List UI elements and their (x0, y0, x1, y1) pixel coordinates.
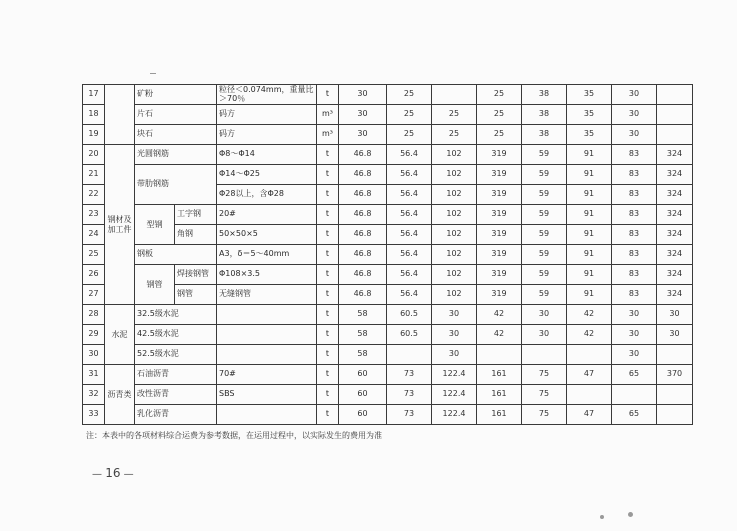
row-number: 33 (83, 405, 105, 425)
freight-value: 30 (432, 325, 477, 345)
row-number: 22 (83, 185, 105, 205)
freight-value: 59 (522, 245, 567, 265)
freight-value: 91 (567, 165, 612, 185)
freight-value: 102 (432, 285, 477, 305)
freight-value: 319 (477, 165, 522, 185)
freight-value (432, 85, 477, 105)
freight-value: 83 (612, 265, 657, 285)
freight-value: 319 (477, 145, 522, 165)
freight-value: 42 (477, 305, 522, 325)
freight-value: 25 (387, 85, 432, 105)
subcategory-cell: 型钢 (135, 205, 175, 245)
freight-value: 30 (522, 325, 567, 345)
freight-value: 324 (657, 265, 693, 285)
freight-value: 30 (339, 105, 387, 125)
freight-value: 319 (477, 245, 522, 265)
category-cell: 沥青类 (105, 365, 135, 425)
freight-value: 25 (387, 125, 432, 145)
freight-value: 319 (477, 285, 522, 305)
freight-value: 30 (612, 105, 657, 125)
material-name: 片石 (135, 105, 217, 125)
unit-cell: t (317, 325, 339, 345)
freight-value: 60 (339, 365, 387, 385)
freight-value: 319 (477, 185, 522, 205)
material-name: 52.5级水泥 (135, 345, 217, 365)
freight-value: 30 (432, 305, 477, 325)
table-row (83, 125, 693, 145)
freight-value: 324 (657, 145, 693, 165)
category-cell: 钢材及加工件 (105, 145, 135, 305)
row-number: 18 (83, 105, 105, 125)
freight-value: 324 (657, 165, 693, 185)
unit-cell: m³ (317, 125, 339, 145)
unit-cell: t (317, 245, 339, 265)
material-name: 32.5级水泥 (135, 305, 217, 325)
freight-value (657, 405, 693, 425)
freight-value: 91 (567, 225, 612, 245)
freight-value: 370 (657, 365, 693, 385)
table-row (83, 245, 693, 265)
freight-value (612, 385, 657, 405)
freight-value: 58 (339, 325, 387, 345)
material-freight-table (82, 84, 693, 425)
table-row (83, 385, 693, 405)
freight-value: 60.5 (387, 325, 432, 345)
freight-value: 324 (657, 225, 693, 245)
freight-value: 46.8 (339, 185, 387, 205)
row-number: 21 (83, 165, 105, 185)
freight-value: 56.4 (387, 205, 432, 225)
material-spec: Φ108×3.5 (217, 265, 317, 285)
unit-cell: t (317, 225, 339, 245)
row-number: 20 (83, 145, 105, 165)
material-name: 工字钢 (175, 205, 217, 225)
row-number: 31 (83, 365, 105, 385)
freight-value: 73 (387, 405, 432, 425)
table-row (83, 85, 693, 105)
row-number: 25 (83, 245, 105, 265)
table-row (83, 165, 693, 185)
freight-value: 58 (339, 305, 387, 325)
freight-value: 38 (522, 85, 567, 105)
material-name: 钢管 (175, 285, 217, 305)
table-row (83, 265, 693, 285)
table-row (83, 305, 693, 325)
unit-cell: t (317, 85, 339, 105)
freight-value: 60.5 (387, 305, 432, 325)
freight-value (657, 345, 693, 365)
material-spec: 粒径＜0.074mm，重量比＞70％ (217, 85, 317, 105)
freight-value: 38 (522, 105, 567, 125)
material-spec: Φ28以上，含Φ28 (217, 185, 317, 205)
freight-value: 25 (477, 125, 522, 145)
unit-cell: t (317, 165, 339, 185)
freight-value: 91 (567, 265, 612, 285)
freight-value: 25 (477, 105, 522, 125)
freight-value: 324 (657, 285, 693, 305)
freight-value: 102 (432, 165, 477, 185)
freight-value: 102 (432, 225, 477, 245)
subcategory-cell: 钢管 (135, 265, 175, 305)
freight-value: 324 (657, 185, 693, 205)
freight-value: 46.8 (339, 285, 387, 305)
row-number: 28 (83, 305, 105, 325)
freight-value: 35 (567, 105, 612, 125)
freight-value: 46.8 (339, 265, 387, 285)
table-row (83, 405, 693, 425)
freight-value: 59 (522, 265, 567, 285)
freight-value (477, 345, 522, 365)
unit-cell: t (317, 265, 339, 285)
category-cell (105, 85, 135, 145)
freight-value: 319 (477, 225, 522, 245)
freight-value: 75 (522, 385, 567, 405)
freight-value: 73 (387, 385, 432, 405)
freight-value: 30 (657, 305, 693, 325)
freight-value: 60 (339, 385, 387, 405)
freight-value: 75 (522, 365, 567, 385)
freight-value: 46.8 (339, 225, 387, 245)
scan-speck (150, 73, 156, 74)
category-cell: 水泥 (105, 305, 135, 365)
material-name: 角钢 (175, 225, 217, 245)
material-name: 乳化沥青 (135, 405, 217, 425)
row-number: 26 (83, 265, 105, 285)
freight-value: 122.4 (432, 385, 477, 405)
freight-value: 56.4 (387, 165, 432, 185)
freight-value: 42 (567, 325, 612, 345)
freight-value (387, 345, 432, 365)
table-row (83, 285, 693, 305)
table-row (83, 365, 693, 385)
freight-value (567, 385, 612, 405)
material-name: 带肋钢筋 (135, 165, 217, 205)
freight-value: 30 (339, 125, 387, 145)
freight-value (657, 385, 693, 405)
freight-value: 59 (522, 285, 567, 305)
row-number: 27 (83, 285, 105, 305)
row-number: 32 (83, 385, 105, 405)
freight-value: 56.4 (387, 145, 432, 165)
freight-value: 30 (612, 125, 657, 145)
table-row (83, 225, 693, 245)
freight-value: 60 (339, 405, 387, 425)
freight-value (567, 345, 612, 365)
table-row (83, 325, 693, 345)
freight-value: 161 (477, 385, 522, 405)
freight-value: 324 (657, 245, 693, 265)
material-spec: 20# (217, 205, 317, 225)
freight-value: 42 (477, 325, 522, 345)
freight-value: 30 (612, 345, 657, 365)
row-number: 24 (83, 225, 105, 245)
scan-speck (628, 512, 633, 517)
unit-cell: t (317, 385, 339, 405)
material-spec (217, 325, 317, 345)
material-spec: Φ8～Φ14 (217, 145, 317, 165)
freight-value: 25 (432, 105, 477, 125)
freight-value: 56.4 (387, 225, 432, 245)
material-name: 块石 (135, 125, 217, 145)
material-name: 矿粉 (135, 85, 217, 105)
freight-value: 35 (567, 85, 612, 105)
freight-value: 91 (567, 285, 612, 305)
freight-value: 319 (477, 265, 522, 285)
page-number: — 16 — (92, 466, 134, 480)
freight-value: 46.8 (339, 165, 387, 185)
freight-value: 59 (522, 165, 567, 185)
material-spec: A3，δ＝5～40mm (217, 245, 317, 265)
freight-value: 324 (657, 205, 693, 225)
freight-value: 83 (612, 285, 657, 305)
freight-value: 83 (612, 245, 657, 265)
freight-value: 83 (612, 165, 657, 185)
freight-value (657, 125, 693, 145)
freight-value: 102 (432, 145, 477, 165)
freight-value: 83 (612, 145, 657, 165)
freight-value: 102 (432, 245, 477, 265)
freight-value: 30 (432, 345, 477, 365)
unit-cell: t (317, 285, 339, 305)
material-spec: Φ14～Φ25 (217, 165, 317, 185)
freight-value: 83 (612, 205, 657, 225)
material-name: 42.5级水泥 (135, 325, 217, 345)
freight-value: 102 (432, 185, 477, 205)
freight-value: 59 (522, 205, 567, 225)
freight-value: 91 (567, 245, 612, 265)
material-spec: 码方 (217, 105, 317, 125)
material-name: 光圆钢筋 (135, 145, 217, 165)
table-row (83, 205, 693, 225)
unit-cell: t (317, 365, 339, 385)
row-number: 30 (83, 345, 105, 365)
scan-speck (600, 515, 604, 519)
freight-value: 75 (522, 405, 567, 425)
freight-value: 73 (387, 365, 432, 385)
freight-value: 83 (612, 225, 657, 245)
freight-value: 91 (567, 185, 612, 205)
unit-cell: t (317, 185, 339, 205)
freight-value: 30 (339, 85, 387, 105)
table-row (83, 145, 693, 165)
freight-value: 58 (339, 345, 387, 365)
freight-value: 319 (477, 205, 522, 225)
freight-value: 25 (387, 105, 432, 125)
freight-value: 91 (567, 205, 612, 225)
freight-value: 46.8 (339, 205, 387, 225)
freight-value: 25 (477, 85, 522, 105)
freight-value: 56.4 (387, 185, 432, 205)
freight-value: 102 (432, 265, 477, 285)
freight-value: 59 (522, 145, 567, 165)
row-number: 17 (83, 85, 105, 105)
freight-value: 83 (612, 185, 657, 205)
freight-value: 42 (567, 305, 612, 325)
freight-value: 30 (522, 305, 567, 325)
unit-cell: m³ (317, 105, 339, 125)
freight-value: 122.4 (432, 405, 477, 425)
table-row (83, 105, 693, 125)
freight-value: 35 (567, 125, 612, 145)
freight-value: 59 (522, 225, 567, 245)
material-name: 石油沥青 (135, 365, 217, 385)
row-number: 19 (83, 125, 105, 145)
material-spec: SBS (217, 385, 317, 405)
row-number: 29 (83, 325, 105, 345)
row-number: 23 (83, 205, 105, 225)
material-spec (217, 345, 317, 365)
freight-value (657, 105, 693, 125)
material-name: 焊接钢管 (175, 265, 217, 285)
freight-value (522, 345, 567, 365)
freight-value: 59 (522, 185, 567, 205)
freight-value: 65 (612, 365, 657, 385)
unit-cell: t (317, 305, 339, 325)
freight-value: 30 (657, 325, 693, 345)
freight-value: 30 (612, 325, 657, 345)
unit-cell: t (317, 145, 339, 165)
freight-value: 122.4 (432, 365, 477, 385)
freight-value: 38 (522, 125, 567, 145)
freight-value: 30 (612, 305, 657, 325)
material-spec: 码方 (217, 125, 317, 145)
material-spec (217, 405, 317, 425)
material-spec: 无缝钢管 (217, 285, 317, 305)
unit-cell: t (317, 345, 339, 365)
material-spec: 70# (217, 365, 317, 385)
freight-value: 47 (567, 405, 612, 425)
material-name: 改性沥青 (135, 385, 217, 405)
freight-value: 47 (567, 365, 612, 385)
freight-value: 65 (612, 405, 657, 425)
freight-value: 56.4 (387, 265, 432, 285)
material-spec: 50×50×5 (217, 225, 317, 245)
unit-cell: t (317, 205, 339, 225)
freight-value: 30 (612, 85, 657, 105)
freight-value: 56.4 (387, 285, 432, 305)
freight-value: 102 (432, 205, 477, 225)
freight-value (657, 85, 693, 105)
freight-value: 91 (567, 145, 612, 165)
unit-cell: t (317, 405, 339, 425)
freight-value: 46.8 (339, 145, 387, 165)
freight-value: 161 (477, 405, 522, 425)
table-footnote: 注：本表中的各项材料综合运费为参考数据，在运用过程中，以实际发生的费用为准 (86, 431, 382, 440)
freight-value: 56.4 (387, 245, 432, 265)
table-row (83, 345, 693, 365)
freight-value: 25 (432, 125, 477, 145)
freight-value: 46.8 (339, 245, 387, 265)
material-spec (217, 305, 317, 325)
material-name: 钢板 (135, 245, 217, 265)
freight-value: 161 (477, 365, 522, 385)
